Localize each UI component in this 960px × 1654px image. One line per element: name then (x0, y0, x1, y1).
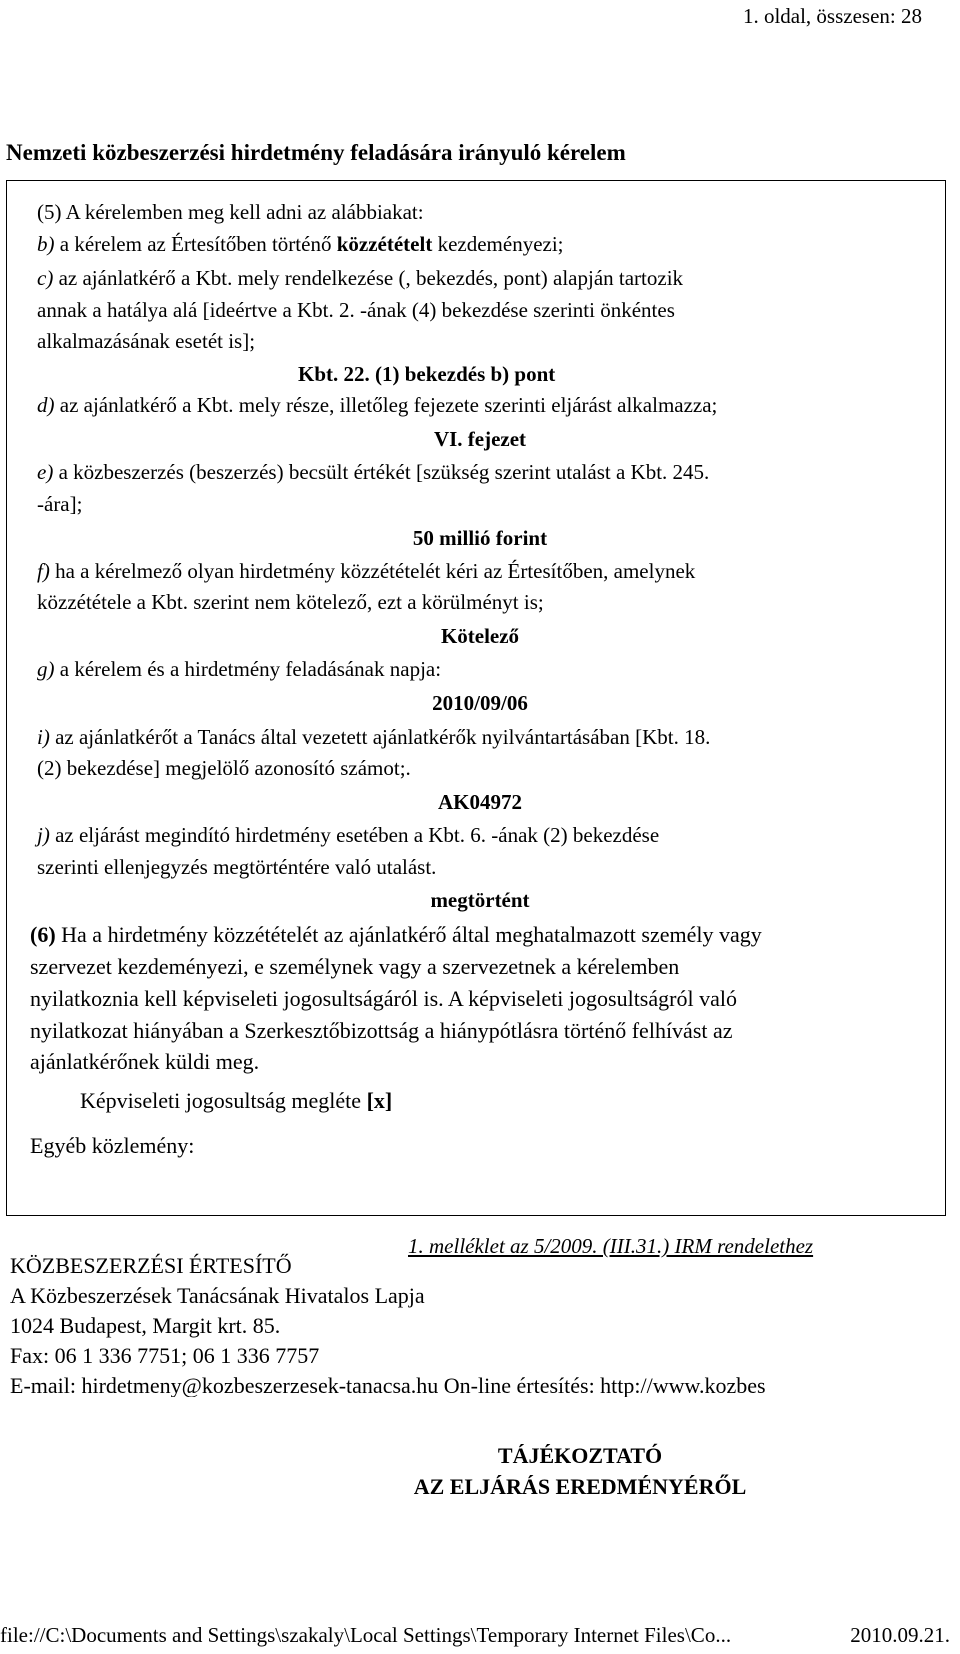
item-e-line2: -ára]; (37, 492, 83, 516)
item-c-text: az ajánlatkérő a Kbt. mely rendelkezése (, bekezdés, pont) alapján tartozik (53, 266, 684, 290)
item-j-line2: szerinti ellenjegyzés megtörténtére való utalást. (37, 855, 437, 879)
item-b-text2: kezdeményezi; (432, 232, 564, 256)
item-i-prefix: i) (37, 725, 50, 749)
publisher-subtitle: A Közbeszerzések Tanácsának Hivatalos Lapja (10, 1283, 425, 1308)
representation-row (80, 1090, 392, 1112)
page-title: Nemzeti közbeszerzési hirdetmény feladására irányuló kérelem (6, 140, 626, 165)
representation-label: Képviseleti jogosultság megléte (80, 1088, 367, 1113)
item-g-prefix: g) (37, 657, 55, 681)
item-f-line2: közzététele a Kbt. szerint nem kötelező, ezt a körülményt is; (37, 590, 544, 614)
footer-file-path: file://C:\Documents and Settings\szakaly\Local Settings\Temporary Internet Files\Co... (0, 1623, 732, 1647)
item-b-prefix: b) (37, 232, 55, 256)
page-number: 1. oldal, összesen: 28 (742, 4, 922, 28)
item-b-bold: közzétételt (336, 232, 433, 256)
item-i-line2: (2) bekezdése] megjelölő azonosító számot;. (37, 756, 411, 780)
item-c-line1 (37, 268, 683, 289)
item-c-line2: annak a hatálya alá [ideértve a Kbt. 2. -ának (4) bekezdése szerinti önkéntes (37, 298, 675, 322)
item-f-text: ha a kérelmező olyan hirdetmény közzétételét kéri az Értesítőben, amelynek (49, 559, 696, 583)
item-d-prefix: d) (37, 393, 55, 417)
item-c-answer: Kbt. 22. (1) bekezdés b) pont (298, 362, 556, 386)
regulation-reference: 1. melléklet az 5/2009. (III.31.) IRM rendelethez (408, 1234, 814, 1258)
section6-line4: nyilatkozat hiányában a Szerkesztőbizottság a hiánypótlásra történő felhívást az (30, 1018, 733, 1043)
item-g-line1 (37, 659, 441, 680)
item-f-line1 (37, 561, 695, 582)
item-d-answer: VI. fejezet (433, 427, 527, 451)
item-f-prefix: f) (37, 559, 50, 583)
publisher-address: 1024 Budapest, Margit krt. 85. (10, 1313, 281, 1338)
item-j-prefix: j) (37, 823, 50, 847)
item-i-text: az ajánlatkérőt a Tanács által vezetett ajánlatkérők nyilvántartásában [Kbt. 18. (49, 725, 711, 749)
notice-title-line2: AZ ELJÁRÁS EREDMÉNYÉRŐL (413, 1474, 747, 1499)
item-e-answer: 50 millió forint (412, 526, 548, 550)
item-f-answer: Kötelező (440, 624, 520, 648)
section6-text: Ha a hirdetmény közzétételét az ajánlatkérő által meghatalmazott személy vagy (55, 922, 762, 947)
publisher-name: KÖZBESZERZÉSI ÉRTESÍTŐ (10, 1253, 292, 1278)
publisher-email: E-mail: hirdetmeny@kozbeszerzesek-tanacsa.hu On-line értesítés: http://www.kozbes (10, 1375, 766, 1397)
item-e-line1 (37, 462, 709, 483)
item-j-answer: megtörtént (430, 888, 530, 912)
item-d-line1 (37, 395, 717, 416)
item-g-text: a kérelem és a hirdetmény feladásának napja: (54, 657, 442, 681)
representation-checkbox-value: [x] (366, 1088, 393, 1113)
item-b-text1: a kérelem az Értesítőben történő (54, 232, 337, 256)
item-b (37, 234, 564, 255)
item-c-line3: alkalmazásának esetét is]; (37, 329, 256, 353)
section6-line2: szervezet kezdeményezi, e személynek vagy a szervezetnek a kérelemben (30, 954, 680, 979)
publisher-fax: Fax: 06 1 336 7751; 06 1 336 7757 (10, 1343, 320, 1368)
item-c-prefix: c) (37, 266, 54, 290)
item-e-text: a közbeszerzés (beszerzés) becsült értékét [szükség szerint utalást a Kbt. 245. (53, 460, 710, 484)
section6-num: (6) (30, 922, 56, 947)
item-j-text: az eljárást megindító hirdetmény esetében a Kbt. 6. -ának (2) bekezdése (49, 823, 660, 847)
section6-line1 (30, 924, 762, 946)
section5-intro: (5) A kérelemben meg kell adni az alábbiakat: (37, 200, 424, 224)
other-notice-label: Egyéb közlemény: (30, 1133, 195, 1158)
footer-date: 2010.09.21. (850, 1623, 950, 1647)
item-j-line1 (37, 825, 659, 846)
item-i-line1 (37, 727, 710, 748)
notice-title-line1: TÁJÉKOZTATÓ (497, 1443, 663, 1468)
item-d-text: az ajánlatkérő a Kbt. mely része, illetőleg fejezete szerinti eljárást alkalmazza; (54, 393, 718, 417)
item-i-answer: AK04972 (438, 790, 522, 814)
item-e-prefix: e) (37, 460, 54, 484)
section6-line5: ajánlatkérőnek küldi meg. (30, 1049, 260, 1074)
item-g-answer: 2010/09/06 (432, 691, 528, 715)
section6-line3: nyilatkoznia kell képviseleti jogosultságáról is. A képviseleti jogosultságról való (30, 986, 737, 1011)
